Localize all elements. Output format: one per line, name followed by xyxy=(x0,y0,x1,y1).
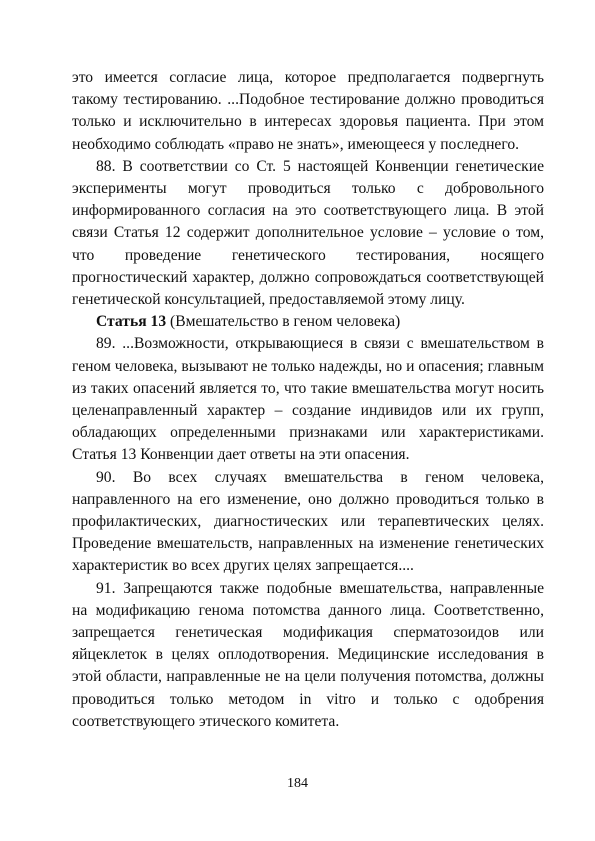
paragraph-90: 90. Во всех случаях вмешательства в геном человека, направленного на его изменение, оно должно проводиться только в профилактических, диагностических или терапевтических целях. Проведение вмешательств, направленных на изменение генетических характеристик во всех других целях запрещается.... xyxy=(72,468,544,575)
paragraph-89: 89. ...Возможности, открывающиеся в связи с вмешательством в геном человека, вызывают не только надежды, но и опасения; главным из таких опасений является то, что такие вмешательства могут носить целенаправленный характер – создание индивидов или их групп, обладающих определенными признаками или характеристиками. Статья 13 Конвенции дает ответы на эти опасения. xyxy=(72,335,544,464)
article-13-heading xyxy=(72,311,544,333)
paragraph-91: 91. Запрещаются также подобные вмешательства, направленные на модификацию генома потомства данного лица. Соответственно, запрещается генетическая модификация сперматозоидов или яйцеклеток в целях оплодотворения. Медицинские исследования в этой области, направленные не на цели получения потомства, должны проводиться только методом in vitro и только с одобрения соответствующего этического комитета. xyxy=(72,579,544,730)
article-13-heading-bold: Статья 13 xyxy=(96,313,167,331)
paragraph-continuation: это имеется согласие лица, которое предполагается подвергнуть такому тестированию. ...Подобное тестирование должно проводиться только и исключительно в интересах здоровья пациента. При этом необходимо соблюдать «право не знать», имеющееся у последнего. xyxy=(72,69,544,153)
page-number: 184 xyxy=(287,776,308,791)
page-body xyxy=(72,67,544,733)
paragraph-88: 88. В соответствии со Ст. 5 настоящей Конвенции генетические эксперименты могут проводиться только с добровольного информированного согласия на это соответствующего лица. В этой связи Статья 12 содержит дополнительное условие – условие о том, что проведение генетического тестирования, носящего прогностический характер, должно сопровождаться соответствующей генетической консультацией, предоставляемой этому лицу. xyxy=(72,157,544,309)
article-13-heading-rest: (Вмешательство в геном человека) xyxy=(166,313,401,331)
